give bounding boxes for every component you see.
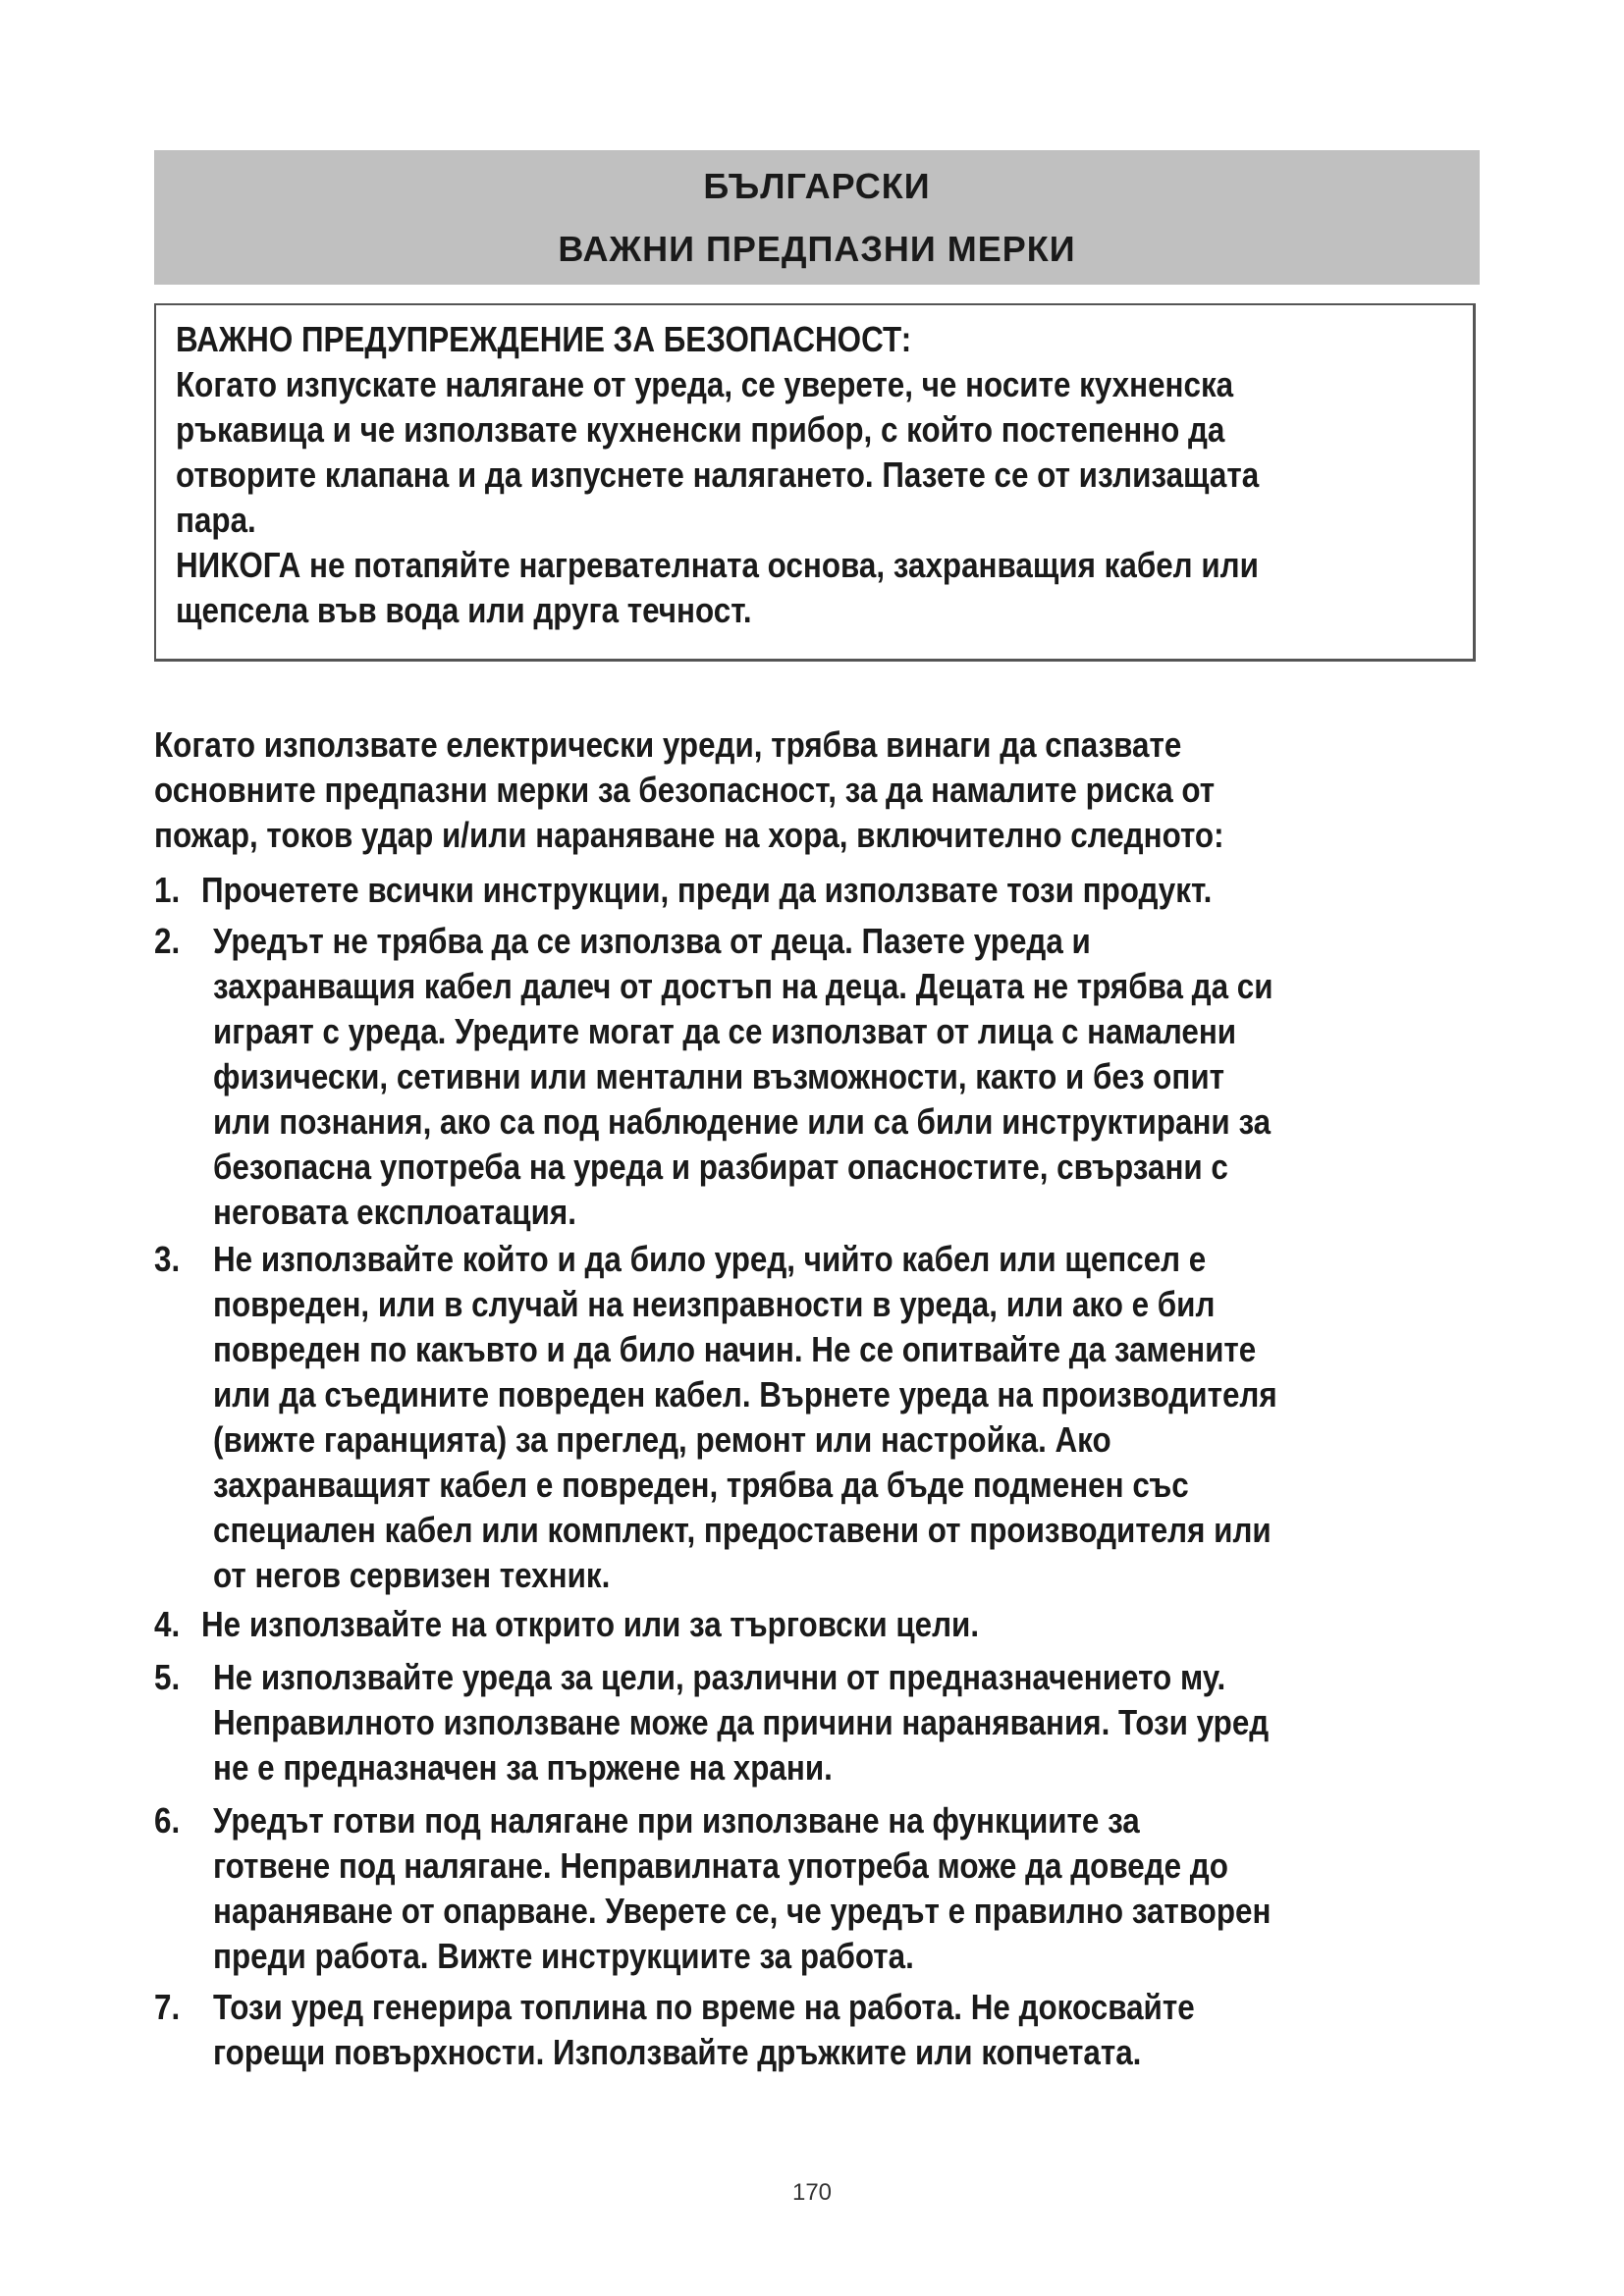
list-item-number: 6. (154, 1800, 181, 1841)
list-item (154, 1798, 1529, 1979)
page-title: ВАЖНИ ПРЕДПАЗНИ МЕРКИ (558, 229, 1076, 269)
list-item-line: или да съедините повреден кабел. Върнете уреда на производителя (213, 1374, 1277, 1415)
list-item-line: специален кабел или комплект, предоставени от производителя или (213, 1510, 1272, 1550)
page-number: 170 (791, 2179, 833, 2206)
list-item-line: играят с уреда. Уредите могат да се използват от лица с намалени (213, 1011, 1237, 1051)
list-item-line: безопасна употреба на уреда и разбират опасностите, свързани с (213, 1147, 1228, 1187)
list-item-text (213, 1798, 1531, 1979)
list-item (154, 1602, 1529, 1647)
list-item-line: захранващият кабел е повреден, трябва да бъде подменен със (213, 1465, 1189, 1505)
list-item-line: нараняване от опарване. Уверете се, че уредът е правилно затворен (213, 1891, 1272, 1931)
list-item-number: 5. (154, 1657, 181, 1697)
list-item-line: Уредът не трябва да се използва от деца. Пазете уреда и (213, 921, 1091, 961)
list-item-line: физически, сетивни или ментални възможности, както и без опит (213, 1056, 1224, 1096)
warning-line: пара. (176, 500, 256, 540)
list-item-line: захранващия кабел далеч от достъп на деца. Децата не трябва да си (213, 966, 1273, 1006)
warning-line: щепсела във вода или друга течност. (176, 590, 752, 630)
intro-paragraph (154, 722, 1421, 858)
list-item (154, 919, 1529, 1235)
list-item (154, 1237, 1529, 1598)
list-item-line: Не използвайте на открито или за търговски цели. (201, 1604, 980, 1644)
list-item-line: Този уред генерира топлина по време на работа. Не докосвайте (213, 1987, 1195, 2027)
warning-line: отворите клапана и да изпуснете налягането. Пазете се от излизащата (176, 454, 1260, 495)
list-item-number: 2. (154, 921, 181, 961)
warning-heading: ВАЖНО ПРЕДУПРЕЖДЕНИЕ ЗА БЕЗОПАСНОСТ: (176, 319, 912, 359)
section-header-band (154, 150, 1480, 285)
warning-line: ръкавица и че използвате кухненски прибор, с който постепенно да (176, 409, 1225, 450)
list-item-text (201, 1602, 1519, 1647)
warning-line: НИКОГА не потапяйте нагревателната основа, захранващия кабел или (176, 545, 1259, 585)
list-item-line: повреден, или в случай на неизправности в уреда, или ако е бил (213, 1284, 1216, 1324)
list-item-line: Прочетете всички инструкции, преди да използвате този продукт. (201, 870, 1213, 910)
list-item-number: 4. (154, 1604, 181, 1644)
list-item-text (213, 1655, 1531, 1790)
safety-warning-box (154, 303, 1476, 662)
list-item-line: горещи повърхности. Използвайте дръжките или копчетата. (213, 2032, 1142, 2072)
list-item-line: (вижте гаранцията) за преглед, ремонт или настройка. Ако (213, 1419, 1111, 1460)
intro-line: Когато използвате електрически уреди, трябва винаги да спазвате (154, 724, 1182, 765)
list-item-line: неговата експлоатация. (213, 1192, 576, 1232)
list-item (154, 1985, 1529, 2075)
safety-instructions-list (154, 868, 1529, 2075)
list-item-number: 7. (154, 1987, 181, 2027)
language-heading: БЪЛГАРСКИ (703, 166, 931, 206)
list-item-line: или познания, ако са под наблюдение или са били инструктирани за (213, 1101, 1272, 1142)
list-item-line: Неправилното използване може да причини наранявания. Този уред (213, 1702, 1270, 1742)
list-item-text (213, 1237, 1531, 1598)
list-item-line: не е предназначен за пържене на храни. (213, 1747, 833, 1788)
list-item-line: Не използвайте който и да било уред, чийто кабел или щепсел е (213, 1239, 1207, 1279)
list-item-text (213, 919, 1531, 1235)
list-item-text (213, 1985, 1531, 2075)
list-item-line: преди работа. Вижте инструкциите за работа. (213, 1936, 914, 1976)
list-item-number: 1. (154, 870, 181, 910)
list-item-line: повреден по какъвто и да било начин. Не се опитвайте да замените (213, 1329, 1257, 1369)
warning-line: Когато изпускате налягане от уреда, се уверете, че носите кухненска (176, 364, 1234, 404)
intro-line: основните предпазни мерки за безопасност, за да намалите риска от (154, 770, 1216, 810)
list-item-text (201, 868, 1519, 913)
list-item-line: Уредът готви под налягане при използване на функциите за (213, 1800, 1140, 1841)
list-item (154, 1655, 1529, 1790)
list-item (154, 868, 1529, 913)
list-item-number: 3. (154, 1239, 181, 1279)
list-item-line: от негов сервизен техник. (213, 1555, 611, 1595)
intro-line: пожар, токов удар и/или нараняване на хора, включително следното: (154, 815, 1224, 855)
list-item-line: готвене под налягане. Неправилната употреба може да доведе до (213, 1845, 1228, 1886)
list-item-line: Не използвайте уреда за цели, различни от предназначението му. (213, 1657, 1226, 1697)
